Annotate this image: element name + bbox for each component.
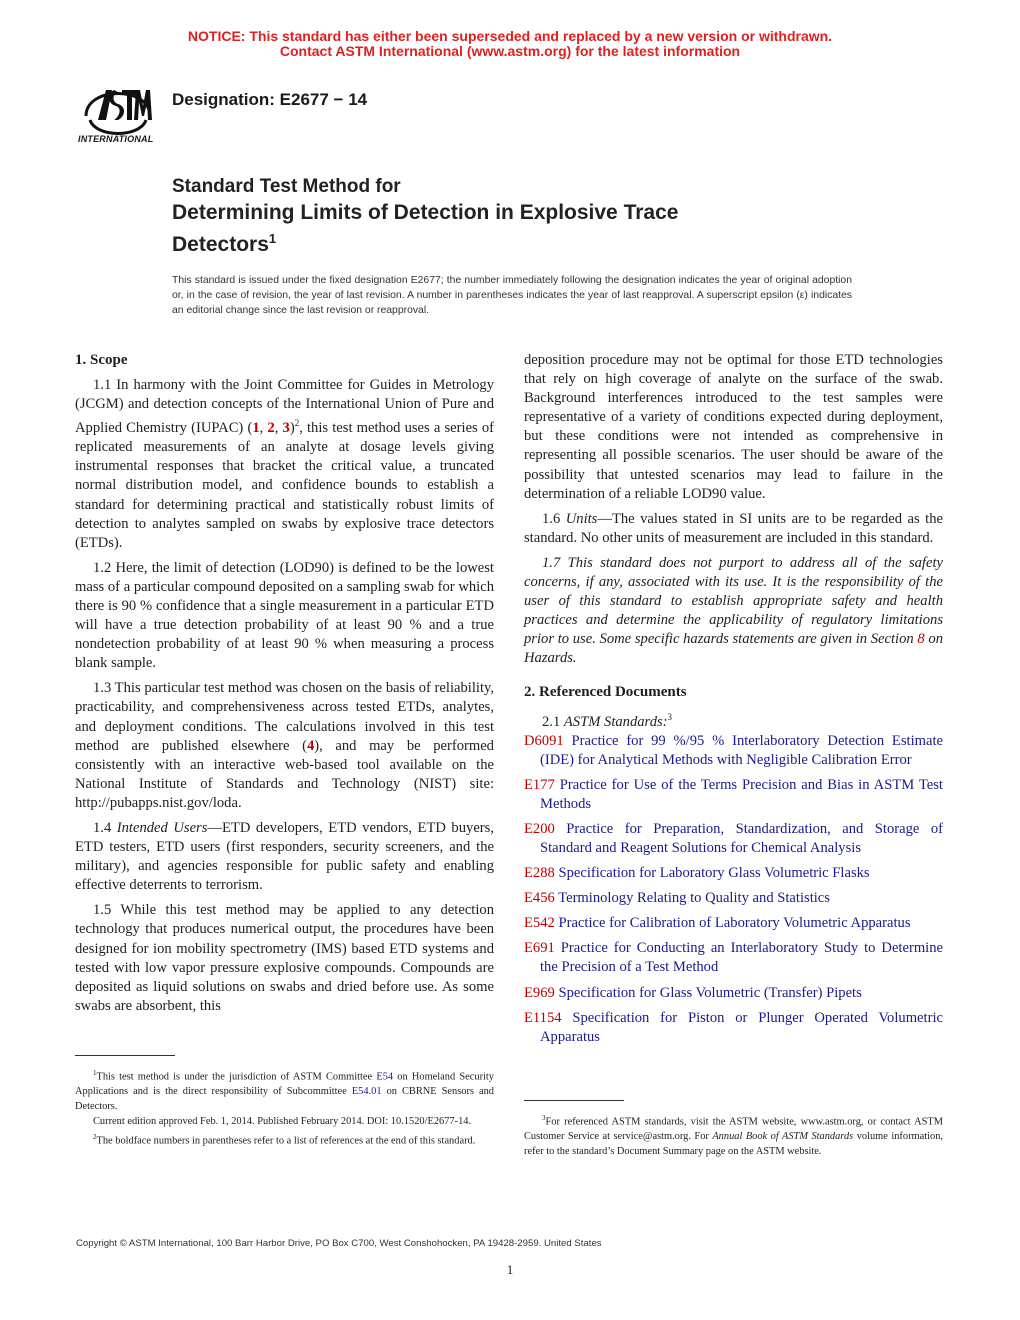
reference-title[interactable]: Terminology Relating to Quality and Statistics bbox=[558, 890, 830, 907]
astm-logo bbox=[76, 76, 160, 146]
reference-item-e969[interactable] bbox=[524, 984, 943, 1003]
reference-item-e200[interactable] bbox=[524, 820, 943, 858]
reference-code[interactable]: E177 bbox=[524, 776, 555, 793]
title-line-3: Detectors bbox=[172, 233, 269, 256]
reference-code[interactable]: E542 bbox=[524, 915, 555, 932]
document-title bbox=[172, 174, 678, 258]
footnote-3: $^3$For referenced ASTM standards, visit the ASTM website, www.astm.org, or contact ASTM Customer Service at service@astm.org. For Annual Book of ASTM Standards volume information, refer to the standard’s Document Summary page on the ASTM website. bbox=[524, 1114, 943, 1158]
logo-text: INTERNATIONAL bbox=[78, 134, 154, 144]
designation: Designation: E2677 − 14 bbox=[172, 90, 368, 109]
scope-heading: 1. Scope bbox=[75, 352, 128, 368]
paragraph-1-7: 1.7 This standard does not purport to address all of the safety concerns, if any, associated with its use. It is the responsibility of the user of this standard to establish appropriate safety and health practices and determine the applicability of regulatory limitations prior to use. Some specific hazards statements are given in Section 8 on Hazards. bbox=[524, 554, 943, 667]
paragraph-1-2: 1.2 Here, the limit of detection (LOD90) is defined to be the lowest mass of a particular compound deposited on a sampling swab for which there is 90 % confidence that a single measurement in a particular ETD will have a true detection probability of at least 90 % and a true nondetection probability of at least 90 % when measuring a process blank sample. bbox=[75, 559, 494, 672]
paragraph-1-5: 1.5 While this test method may be applied to any detection technology that produces numerical output, the procedures have been designed for ion mobility spectrometry (IMS) based ETD systems and tested with low vapor pressure explosive compounds. Compounds are deposited as liquid solutions on swabs and dried before use. As some swabs are absorbent, this bbox=[75, 902, 494, 1014]
reference-item-e542[interactable] bbox=[524, 914, 943, 933]
footnote-divider-left bbox=[75, 1055, 175, 1056]
committee-link-e54[interactable]: E54 bbox=[376, 1071, 394, 1083]
reference-title[interactable]: Practice for Conducting an Interlaboratory Study to Determine the Precision of a Test Method bbox=[540, 940, 944, 976]
reference-code[interactable]: E1154 bbox=[524, 1009, 562, 1026]
reference-item-e288[interactable] bbox=[524, 864, 943, 883]
reference-link-4[interactable]: 4 bbox=[306, 737, 315, 754]
section-8-link[interactable]: 8 bbox=[917, 631, 925, 648]
reference-code[interactable]: E456 bbox=[524, 890, 555, 907]
page-number: 1 bbox=[506, 1262, 514, 1277]
footnote-2: $^2$The boldface numbers in parentheses refer to a list of references at the end of this standard. bbox=[93, 1132, 476, 1147]
paragraph-1-5-continued: deposition procedure may not be optimal for those ETD technologies that rely on high coverage of analyte on the surface of the swab. Background interferences introduced to the test samples were representative of a variety of conditions expected during deployment, but these conditions were not intended as comprehensive in representing all possible scenarios. The user should be aware of the possibility that untested scenarios may lead to failure in the determination of a reliable LOD90 value. bbox=[524, 352, 943, 502]
subcommittee-link-e54-01[interactable]: E54.01 bbox=[351, 1086, 382, 1098]
referenced-documents-heading: 2. Referenced Documents bbox=[524, 683, 687, 700]
reference-link-2[interactable]: 2 bbox=[267, 420, 275, 437]
issuance-note: This standard is issued under the fixed designation E2677; the number immediately following the designation indicates the year of original adoption or, in the case of revision, the year of last revision. A number in parentheses indicates the year of last reapproval. A superscript epsilon (ε) indicates an editorial change since the last revision or reapproval. bbox=[172, 275, 852, 316]
footnotes-left bbox=[75, 1066, 494, 1149]
title-line-2: Determining Limits of Detection in Explosive Trace bbox=[172, 201, 679, 224]
paragraph-1-3: 1.3 This particular test method was chosen on the basis of reliability, practicability, and comprehensiveness across tested ETDs, analytes, and deployment conditions. The calculations involved in this test method are published elsewhere (4), and may be performed consistently with an interactive web-based tool available on the National Institute of Standards and Technology (NIST) site: http://pubapps.nist.gov/loda. bbox=[75, 680, 494, 811]
footnote-1-edition: Current edition approved Feb. 1, 2014. Published February 2014. DOI: 10.1520/E2677-14. bbox=[93, 1115, 472, 1127]
reference-item-e456[interactable] bbox=[524, 889, 943, 908]
left-column bbox=[75, 351, 494, 1022]
astm-standards-subheading: 2.1 ASTM Standards:$^3$ bbox=[542, 711, 673, 730]
reference-link-3[interactable]: 3 bbox=[282, 420, 290, 437]
title-line-1: Standard Test Method for bbox=[172, 176, 401, 197]
reference-title[interactable]: Practice for Preparation, Standardization, and Storage of Standard and Reagent Solutions for Chemical Analysis bbox=[540, 820, 943, 857]
reference-code[interactable]: E288 bbox=[524, 865, 555, 882]
paragraph-1-1: 1.1 In harmony with the Joint Committee for Guides in Metrology (JCGM) and detection concepts of the International Union of Pure and Applied Chemistry (IUPAC) (1, 2, 3)$^2$, this test method uses a series of replicated measurements of an analyte at dosage levels giving instrumental responses that bracket the critical value, a truncated normal distribution model, and confidence bounds to establish a standard for determining practical and statistically robust limits of detection to analytes sampled on swabs by explosive trace detectors (ETDs). bbox=[75, 377, 495, 551]
reference-item-e1154[interactable] bbox=[524, 1009, 943, 1047]
copyright-line: Copyright © ASTM International, 100 Barr Harbor Drive, PO Box C700, West Conshohocken, PA 19428-2959. United States bbox=[76, 1238, 602, 1249]
reference-title[interactable]: Practice for Use of the Terms Precision and Bias in ASTM Test Methods bbox=[540, 776, 943, 812]
footnote-1: $^1$This test method is under the jurisdiction of ASTM Committee E54 on Homeland Security Applications and is the direct responsibility of Subcommittee E54.01 on CBRNE Sensors and Detectors. bbox=[75, 1069, 495, 1113]
reference-title[interactable]: Practice for Calibration of Laboratory Volumetric Apparatus bbox=[558, 915, 911, 932]
reference-code[interactable]: E200 bbox=[524, 820, 555, 837]
reference-title[interactable]: Specification for Piston or Plunger Operated Volumetric Apparatus bbox=[540, 1009, 943, 1045]
footnotes-right bbox=[524, 1111, 943, 1160]
reference-code[interactable]: E969 bbox=[524, 984, 555, 1001]
title-footnote-mark: 1 bbox=[268, 231, 277, 246]
reference-title[interactable]: Specification for Laboratory Glass Volumetric Flasks bbox=[558, 865, 870, 882]
reference-item-e691[interactable] bbox=[524, 939, 943, 977]
reference-code[interactable]: D6091 bbox=[524, 732, 564, 749]
paragraph-1-4: 1.4 Intended Users—ETD developers, ETD vendors, ETD buyers, ETD testers, ETD users (first responders, security screeners, and the military), and agencies responsible for public safety and enabling effective deterrents to terrorism. bbox=[75, 820, 494, 894]
footnote-divider-right bbox=[524, 1100, 624, 1101]
notice-line-1: NOTICE: This standard has either been superseded and replaced by a new version or withdrawn. bbox=[187, 28, 833, 44]
reference-link-1[interactable]: 1 bbox=[252, 420, 260, 437]
referenced-documents-list bbox=[524, 732, 943, 1047]
reference-title[interactable]: Specification for Glass Volumetric (Transfer) Pipets bbox=[558, 984, 862, 1001]
right-column bbox=[524, 351, 943, 1053]
notice-line-2: Contact ASTM International (www.astm.org) for the latest information bbox=[279, 43, 741, 59]
reference-item-e177[interactable] bbox=[524, 776, 943, 814]
footnote-2-mark: 2 bbox=[294, 418, 300, 429]
reference-title[interactable]: Practice for 99 %/95 % Interlaboratory Detection Estimate (IDE) for Analytical Methods with Negligible Calibration Error bbox=[540, 732, 943, 768]
reference-item-d6091[interactable] bbox=[524, 732, 943, 770]
reference-code[interactable]: E691 bbox=[524, 940, 555, 957]
paragraph-1-6: 1.6 Units—The values stated in SI units are to be regarded as the standard. No other units of measurement are included in this standard. bbox=[524, 510, 943, 546]
